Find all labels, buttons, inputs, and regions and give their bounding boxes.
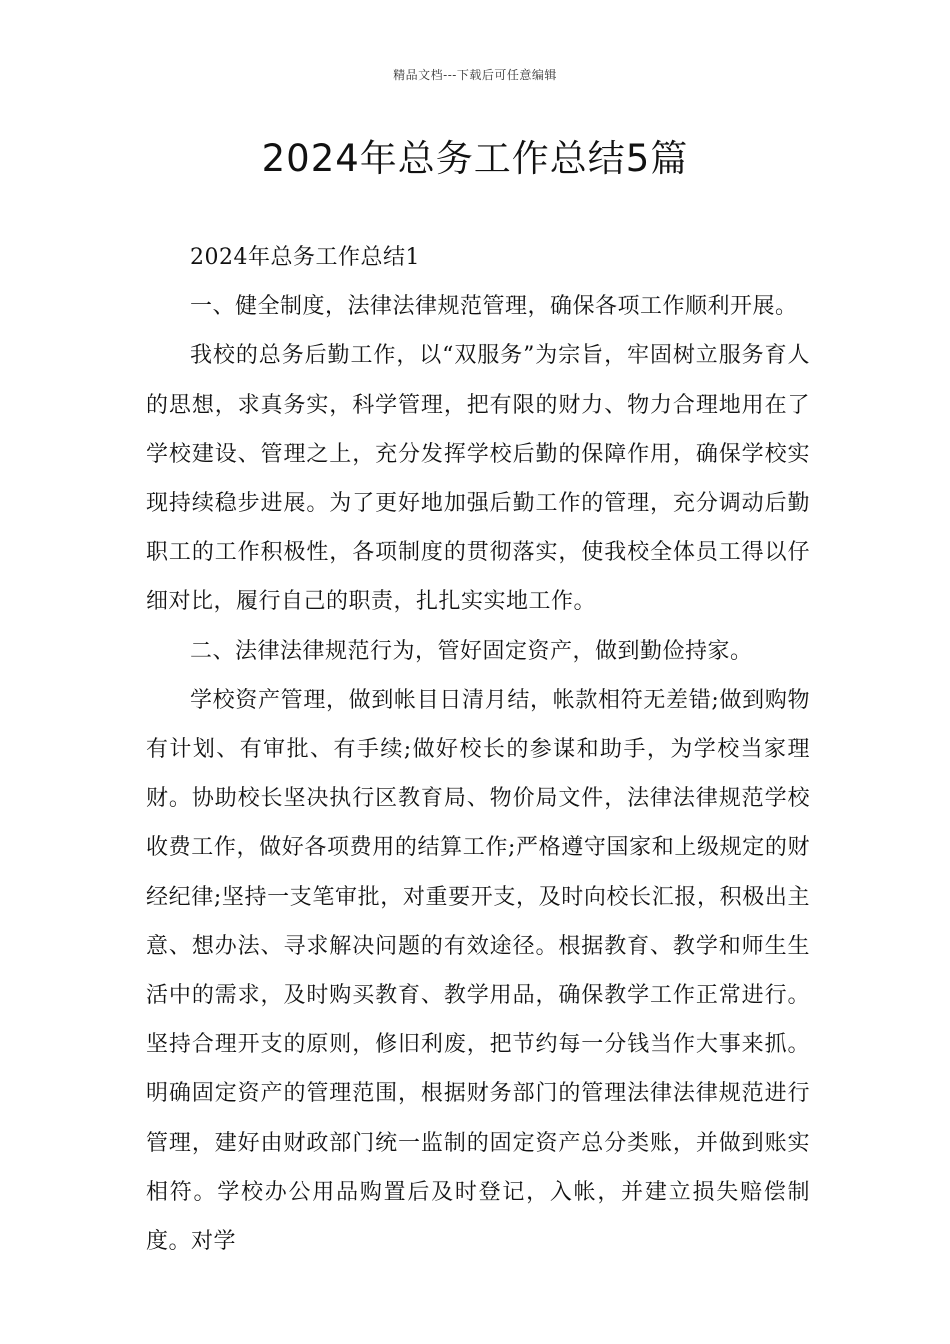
section-heading: 2024年总务工作总结1 <box>190 245 420 270</box>
document-body <box>146 233 810 1266</box>
document-title: 2024年总务工作总结5篇 <box>261 137 689 180</box>
body-paragraph: 学校资产管理，做到帐目日清月结，帐款相符无差错;做到购物有计划、有审批、有手续;做好校长的参谋和助手，为学校当家理财。协助校长坚决执行区教育局、物价局文件，法律法律规范学校收费工作，做好各项费用的结算工作;严格遵守国家和上级规定的财经纪律;坚持一支笔审批，对重要开支，及时向校长汇报，积极出主意、想办法、寻求解决问题的有效途径。根据教育、教学和师生生活中的需求，及时购买教育、教学用品，确保教学工作正常进行。坚持合理开支的原则，修旧利废，把节约每一分钱当作大事来抓。明确固定资产的管理范围，根据财务部门的管理法律法律规范进行管理，建好由财政部门统一监制的固定资产总分类账，并做到账实相符。学校办公用品购置后及时登记，入帐，并建立损失赔偿制度。对学 <box>146 687 810 1255</box>
section-point-1: 一、健全制度，法律法律规范管理，确保各项工作顺利开展。 <box>190 294 798 320</box>
body-paragraph: 我校的总务后勤工作，以“双服务”为宗旨，牢固树立服务育人的思想，求真务实，科学管理，把有限的财力、物力合理地用在了学校建设、管理之上，充分发挥学校后勤的保障作用，确保学校实现持续稳步进展。为了更好地加强后勤工作的管理，充分调动后勤职工的工作积极性，各项制度的贯彻落实，使我校全体员工得以仔细对比，履行自己的职责，扎扎实实地工作。 <box>146 343 810 615</box>
section-point-2: 二、法律法律规范行为，管好固定资产，做到勤俭持家。 <box>190 638 753 664</box>
page-header: 精品文档---下载后可任意编辑 <box>393 68 557 82</box>
